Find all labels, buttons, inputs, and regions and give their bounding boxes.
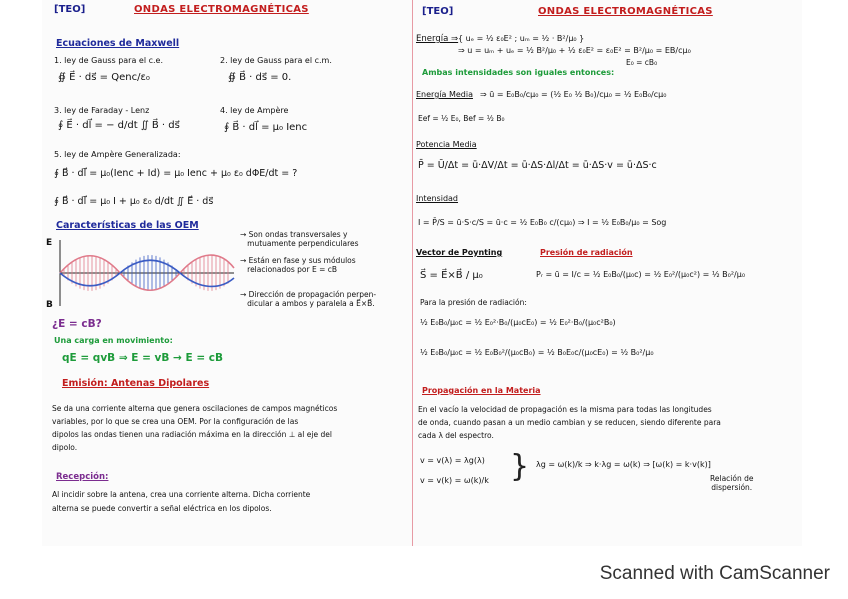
oem-point-2: → Están en fase y sus módulos relacionados por E = cB: [240, 256, 356, 275]
emission-heading: Emisión: Antenas Dipolares: [62, 378, 210, 389]
eef-formula: Eef = ½ E₀, Bef = ½ B₀: [418, 114, 505, 123]
left-tag: [TEO]: [54, 4, 86, 15]
intensity-heading: Intensidad: [416, 194, 459, 203]
right-title: ONDAS ELECTROMAGNÉTICAS: [538, 6, 713, 17]
left-title: ONDAS ELECTROMAGNÉTICAS: [134, 4, 309, 15]
eq2-formula: ∯ B⃗ · ds⃗ = 0.: [228, 72, 292, 83]
eq3-label: 3. ley de Faraday - Lenz: [54, 106, 150, 115]
energy-total: ⇒ u = uₘ + uₑ = ½ B²/μ₀ + ½ ε₀E² = ε₀E² = B²/μ₀ = EB/cμ₀: [458, 46, 691, 55]
reception-heading: Recepción:: [56, 472, 109, 482]
eq2-label: 2. ley de Gauss para el c.m.: [220, 56, 332, 65]
pressure-heading: Presión de radiación: [540, 248, 633, 257]
pressure-proof-1: ½ E₀B₀/μ₀c = ½ E₀²·B₀/(μ₀cE₀) = ½ E₀²·B₀/(μ₀c²B₀): [420, 318, 616, 327]
question-e-cb: ¿E = cB?: [52, 318, 102, 330]
eq1-label: 1. ley de Gauss para el c.e.: [54, 56, 163, 65]
power-heading: Potencia Media: [416, 140, 477, 149]
v-formula-1: v = v(λ) = λg(λ): [420, 456, 485, 465]
pressure-proof-2: ½ E₀B₀/μ₀c = ½ E₀B₀²/(μ₀cB₀) = ½ B₀E₀c/(μ₀cE₀) = ½ B₀²/μ₀: [420, 348, 654, 357]
poynting-formula: S⃗ = E⃗×B⃗ / μ₀: [420, 270, 483, 281]
pressure-formula: Pᵣ = ū = I/c = ½ E₀B₀/(μ₀c) = ½ E₀²/(μ₀c²) = ½ B₀²/μ₀: [536, 270, 746, 279]
eq1-formula: ∯ E⃗ · ds⃗ = Qenc/ε₀: [58, 72, 150, 83]
dispersion-label: Relación de dispersión.: [710, 474, 754, 493]
moving-charge-label: Una carga en movimiento:: [54, 336, 173, 345]
energy-system: { uₑ = ½ ε₀E² ; uₘ = ½ · B²/μ₀ }: [458, 34, 585, 43]
propagation-heading: Propagación en la Materia: [422, 386, 541, 395]
oem-point-1: → Son ondas transversales y mutuamente perpendiculares: [240, 230, 359, 249]
eq4-formula: ∮ B⃗ · dl⃗ = μ₀ Ienc: [224, 122, 308, 133]
oem-point-3: → Dirección de propagación perpen- dicular a ambos y paralela a E⃗×B⃗.: [240, 290, 377, 309]
axis-e-label: E: [46, 238, 53, 248]
left-page: [42, 0, 412, 546]
moving-charge-formula: qE = qvB ⇒ E = vB → E = cB: [62, 352, 224, 364]
intensity-formula: I = P̄/S = ū·S·c/S = ū·c = ½ E₀B₀ c/(cμ₀) ⇒ I = ½ E₀B₀/μ₀ = Sog: [418, 218, 667, 227]
right-tag: [TEO]: [422, 6, 454, 17]
page-divider: [412, 0, 413, 546]
emission-text: Se da una corriente alterna que genera oscilaciones de campos magnéticos variables, por lo que se crea una OEM. Por la configuración de las dipolos las ondas tienen una radiación máxima en la dirección ⊥ al eje del dipolo.: [52, 404, 338, 453]
eq5-label: 5. ley de Ampère Generalizada:: [54, 150, 181, 159]
energy-note: E₀ = cB₀: [626, 58, 658, 67]
mean-energy-formula: ⇒ ū = E₀B₀/cμ₀ = (½ E₀ ½ B₀)/cμ₀ = ½ E₀B₀/cμ₀: [480, 90, 667, 99]
power-formula: P̄ = Ū/Δt = ū·ΔV/Δt = ū·ΔS·Δl/Δt = ū·ΔS·v = ū·ΔS·c: [418, 160, 657, 171]
em-wave-diagram: [50, 238, 236, 308]
propagation-text: En el vacío la velocidad de propagación es la misma para todas las longitudes de onda, cuando pasan a un medio cambian y se reducen, siendo diferente para cada λ del espectro.: [418, 405, 721, 440]
pressure-proof-label: Para la presión de radiación:: [420, 298, 527, 307]
right-page: [414, 0, 802, 546]
eq5-line1: ∮ B⃗ · dl⃗ = μ₀(Ienc + Id) = μ₀ Ienc + μ₀ ε₀ dΦE/dt = ?: [54, 168, 298, 179]
both-equal-note: Ambas intensidades son iguales entonces:: [422, 68, 615, 77]
axis-b-label: B: [46, 300, 53, 310]
eq4-label: 4. ley de Ampère: [220, 106, 289, 115]
mean-energy-label: Energía Media: [416, 90, 473, 99]
v-formula-2: v = v(k) = ω(k)/k: [420, 476, 489, 485]
oem-heading: Características de las OEM: [56, 220, 199, 231]
brace: }: [510, 449, 530, 484]
camscanner-watermark: Scanned with CamScanner: [599, 563, 830, 584]
scanned-sheet: [42, 0, 802, 546]
eq3-formula: ∮ E⃗ · dl⃗ = − d/dt ∬ B⃗ · ds⃗: [58, 120, 180, 131]
poynting-heading: Vector de Poynting: [416, 248, 503, 257]
maxwell-heading: Ecuaciones de Maxwell: [56, 38, 180, 49]
eq5-line2: ∮ B⃗ · dl⃗ = μ₀ I + μ₀ ε₀ d/dt ∬ E⃗ · ds⃗: [54, 196, 214, 207]
energy-label: Energía ⇒: [416, 34, 459, 44]
reception-text: Al incidir sobre la antena, crea una corriente alterna. Dicha corriente alterna se puede convertir a señal eléctrica en los dipolos.: [52, 490, 311, 514]
lambda-relation: λg = ω(k)/k ⇒ k·λg = ω(k) ⇒ [ω(k) = k·v(k)]: [536, 460, 711, 469]
